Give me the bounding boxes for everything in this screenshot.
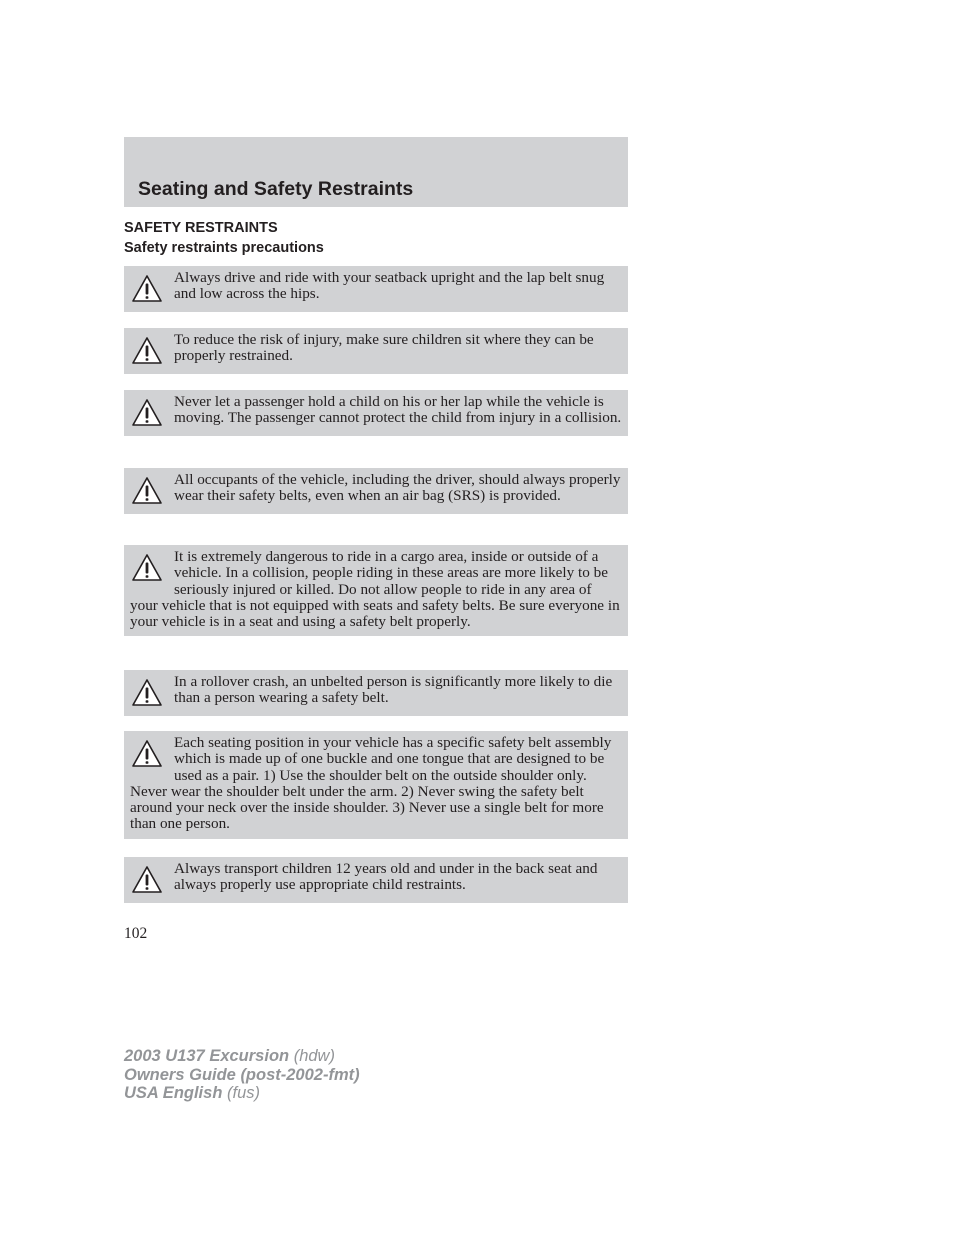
warning-box [124, 670, 628, 716]
warning-triangle-icon [131, 739, 163, 769]
warning-triangle-icon [131, 336, 163, 366]
warning-text: It is extremely dangerous to ride in a cargo area, inside or outside of a vehicle. In a collision, people riding in these areas are more likely to be seriously injured or killed. Do not allow people to ride in any area of your vehicle that is not equipped with seats and safety belts. Be sure everyone in your vehicle is in a seat and using a safety belt properly. [130, 548, 620, 631]
warning-box [124, 328, 628, 374]
warning-triangle-icon [131, 865, 163, 895]
warning-text: Always drive and ride with your seatback upright and the lap belt snug and low across the hips. [174, 269, 605, 303]
warning-text: All occupants of the vehicle, including the driver, should always properly wear their safety belts, even when an air bag (SRS) is provided. [174, 471, 621, 505]
document-footer [124, 1047, 360, 1103]
footer-line-2 [124, 1066, 360, 1085]
warning-box [124, 857, 628, 903]
warning-triangle-icon [131, 274, 163, 304]
warning-text: Never let a passenger hold a child on his or her lap while the vehicle is moving. The passenger cannot protect the child from injury in a collision. [174, 393, 622, 427]
section-subtitle: Safety restraints precautions [124, 240, 324, 256]
warning-text: Each seating position in your vehicle has a specific safety belt assembly which is made up of one buckle and one tongue that are designed to be used as a pair. 1) Use the shoulder belt on the outside shoulder only. Never wear the shoulder belt under the arm. 2) Never swing the safety belt around your neck over the inside shoulder. 3) Never use a single belt for more than one person. [130, 734, 612, 833]
warning-box [124, 731, 628, 839]
page-title: Seating and Safety Restraints [138, 178, 414, 200]
warning-text: To reduce the risk of injury, make sure children sit where they can be properly restrained. [174, 331, 594, 365]
warning-text: In a rollover crash, an unbelted person is significantly more likely to die than a person wearing a safety belt. [174, 673, 613, 707]
footer-model-code: (hdw) [293, 1047, 335, 1065]
footer-model: 2003 U137 Excursion [124, 1047, 290, 1065]
footer-line-3 [124, 1084, 360, 1103]
warning-box [124, 545, 628, 636]
warning-triangle-icon [131, 476, 163, 506]
footer-language-code: (fus) [227, 1084, 260, 1102]
warning-triangle-icon [131, 553, 163, 583]
header-band [124, 137, 628, 207]
warning-text: Always transport children 12 years old and under in the back seat and always properly use appropriate child restraints. [174, 860, 598, 894]
warning-box [124, 390, 628, 436]
warning-box [124, 266, 628, 312]
footer-line-1 [124, 1047, 360, 1066]
warning-box [124, 468, 628, 514]
footer-guide: Owners Guide (post-2002-fmt) [124, 1065, 360, 1084]
footer-language: USA English [124, 1084, 223, 1102]
section-title: SAFETY RESTRAINTS [124, 220, 278, 236]
warning-triangle-icon [131, 398, 163, 428]
warning-triangle-icon [131, 678, 163, 708]
page-number: 102 [124, 925, 148, 942]
